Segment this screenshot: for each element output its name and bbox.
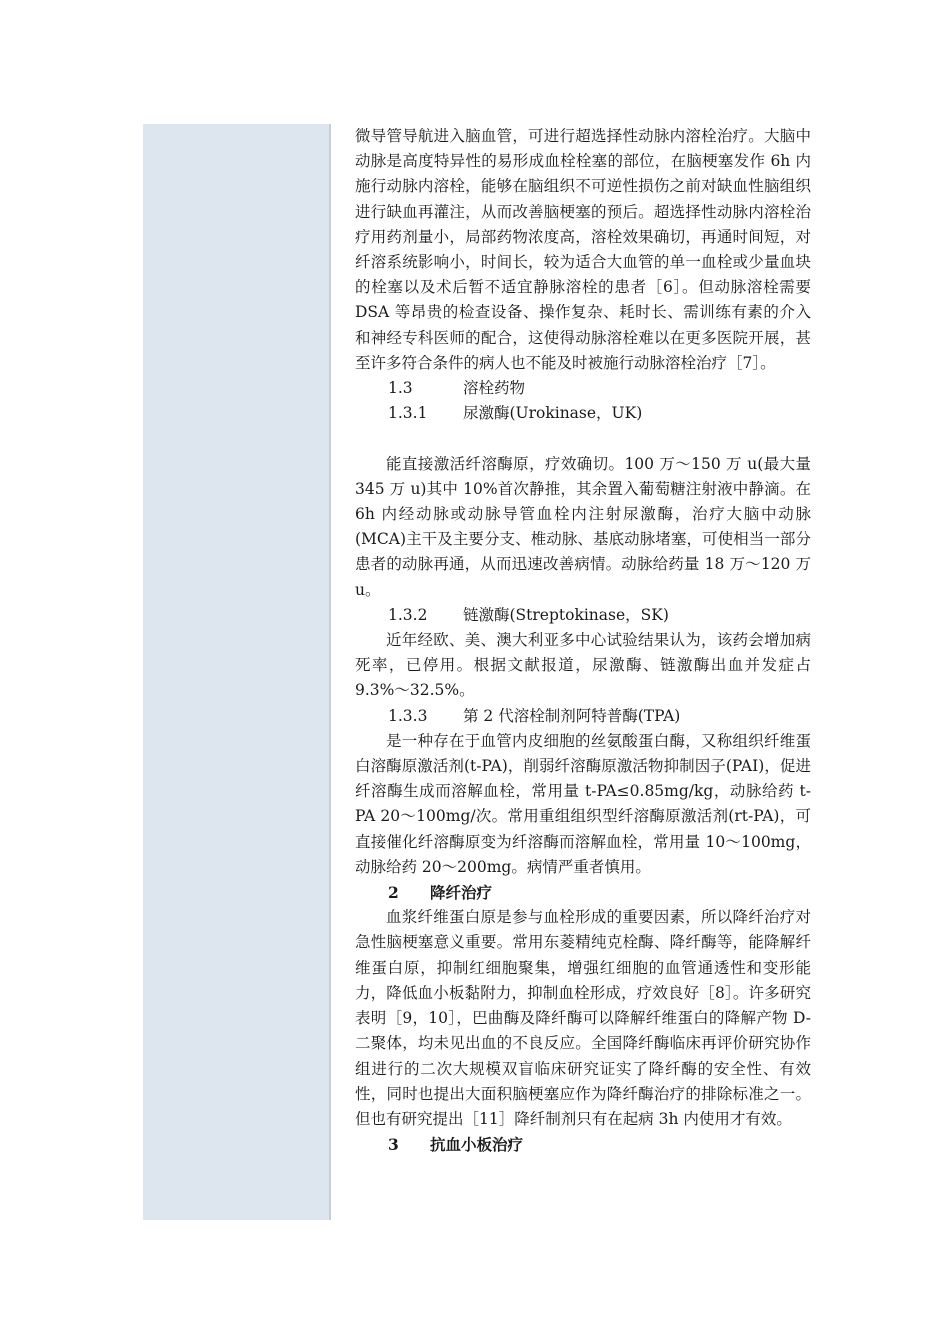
left-sidebar-panel <box>143 124 331 1220</box>
paragraph-urokinase: 能直接激活纤溶酶原，疗效确切。100 万～150 万 u(最大量 345 万 u)其中 10%首次静推，其余置入葡萄糖注射液中静滴。在 6h 内经动脉或动脉导管血栓内注射尿激酶，治疗大脑中动脉(MCA)主干及主要分支、椎动脉、基底动脉堵塞，可使相当一部分患者的动脉再通，从而迅速改善病情。动脉给药量 18 万～120 万 u。 <box>355 454 811 599</box>
section-title: 链激酶(Streptokinase，SK) <box>463 605 669 624</box>
blank-line <box>355 426 811 451</box>
section-number: 1.3.2 <box>388 605 428 624</box>
section-number: 1.3.3 <box>388 706 428 725</box>
section-number: 3 <box>388 1135 399 1155</box>
section-title: 尿激酶(Urokinase，UK) <box>463 404 643 423</box>
paragraph-streptokinase: 近年经欧、美、澳大利亚多中心试验结果认为，该药会增加病死率，已停用。根据文献报道，尿激酶、链激酶出血并发症占 9.3%～32.5%。 <box>355 631 811 700</box>
section-title: 抗血小板治疗 <box>430 1135 524 1155</box>
document-body <box>355 124 811 1157</box>
section-title: 第 2 代溶栓制剂阿特普酶(TPA) <box>463 706 681 725</box>
section-heading-1-3-3 <box>355 704 811 729</box>
section-title: 溶栓药物 <box>463 379 526 398</box>
section-heading-1-3 <box>355 376 811 401</box>
section-heading-3 <box>355 1132 811 1157</box>
section-number: 1.3 <box>388 379 413 398</box>
section-heading-2 <box>355 880 811 905</box>
section-heading-1-3-2 <box>355 603 811 628</box>
paragraph-defibrination: 血浆纤维蛋白原是参与血栓形成的重要因素，所以降纤治疗对急性脑梗塞意义重要。常用东菱精纯克栓酶、降纤酶等，能降解纤维蛋白原，抑制红细胞聚集，增强红细胞的血管通透性和变形能力，降低血小板黏附力，抑制血栓形成，疗效良好［8］。许多研究表明［9，10］，巴曲酶及降纤酶可以降解纤维蛋白的降解产物 D-二聚体，均未见出血的不良反应。全国降纤酶临床再评价研究协作组进行的二次大规模双盲临床研究证实了降纤酶的安全性、有效性，同时也提出大面积脑梗塞应作为降纤酶治疗的排除标准之一。但也有研究提出［11］降纤制剂只有在起病 3h 内使用才有效。 <box>355 908 811 1128</box>
section-number: 2 <box>388 883 399 903</box>
paragraph-tpa: 是一种存在于血管内皮细胞的丝氨酸蛋白酶，又称组织纤维蛋白溶酶原激活剂(t-PA)，削弱纤溶酶原激活物抑制因子(PAI)，促进纤溶酶生成而溶解血栓，常用量 t-PA≤0.85mg/kg，动脉给药 t-PA 20～100mg/次。常用重组组织型纤溶酶原激活剂(rt-PA)，可直接催化纤溶酶原变为纤溶酶而溶解血栓，常用量 10～100mg，动脉给药 20～200mg。病情严重者慎用。 <box>355 731 811 876</box>
section-number: 1.3.1 <box>388 404 428 423</box>
section-title: 降纤治疗 <box>430 883 493 903</box>
paragraph-thrombolysis-arterial: 微导管导航进入脑血管，可进行超选择性动脉内溶栓治疗。大脑中动脉是高度特异性的易形成血栓栓塞的部位，在脑梗塞发作 6h 内施行动脉内溶栓，能够在脑组织不可逆性损伤之前对缺血性脑组织进行缺血再灌注，从而改善脑梗塞的预后。超选择性动脉内溶栓治疗用药剂量小，局部药物浓度高，溶栓效果确切，再通时间短，对纤溶系统影响小，时间长，较为适合大血管的单一血栓或少量血块的栓塞以及术后暂不适宜静脉溶栓的患者［6］。但动脉溶栓需要 DSA 等昂贵的检查设备、操作复杂、耗时长、需训练有素的介入和神经专科医师的配合，这使得动脉溶栓难以在更多医院开展，甚至许多符合条件的病人也不能及时被施行动脉溶栓治疗［7］。 <box>355 127 811 372</box>
section-heading-1-3-1 <box>355 401 811 426</box>
